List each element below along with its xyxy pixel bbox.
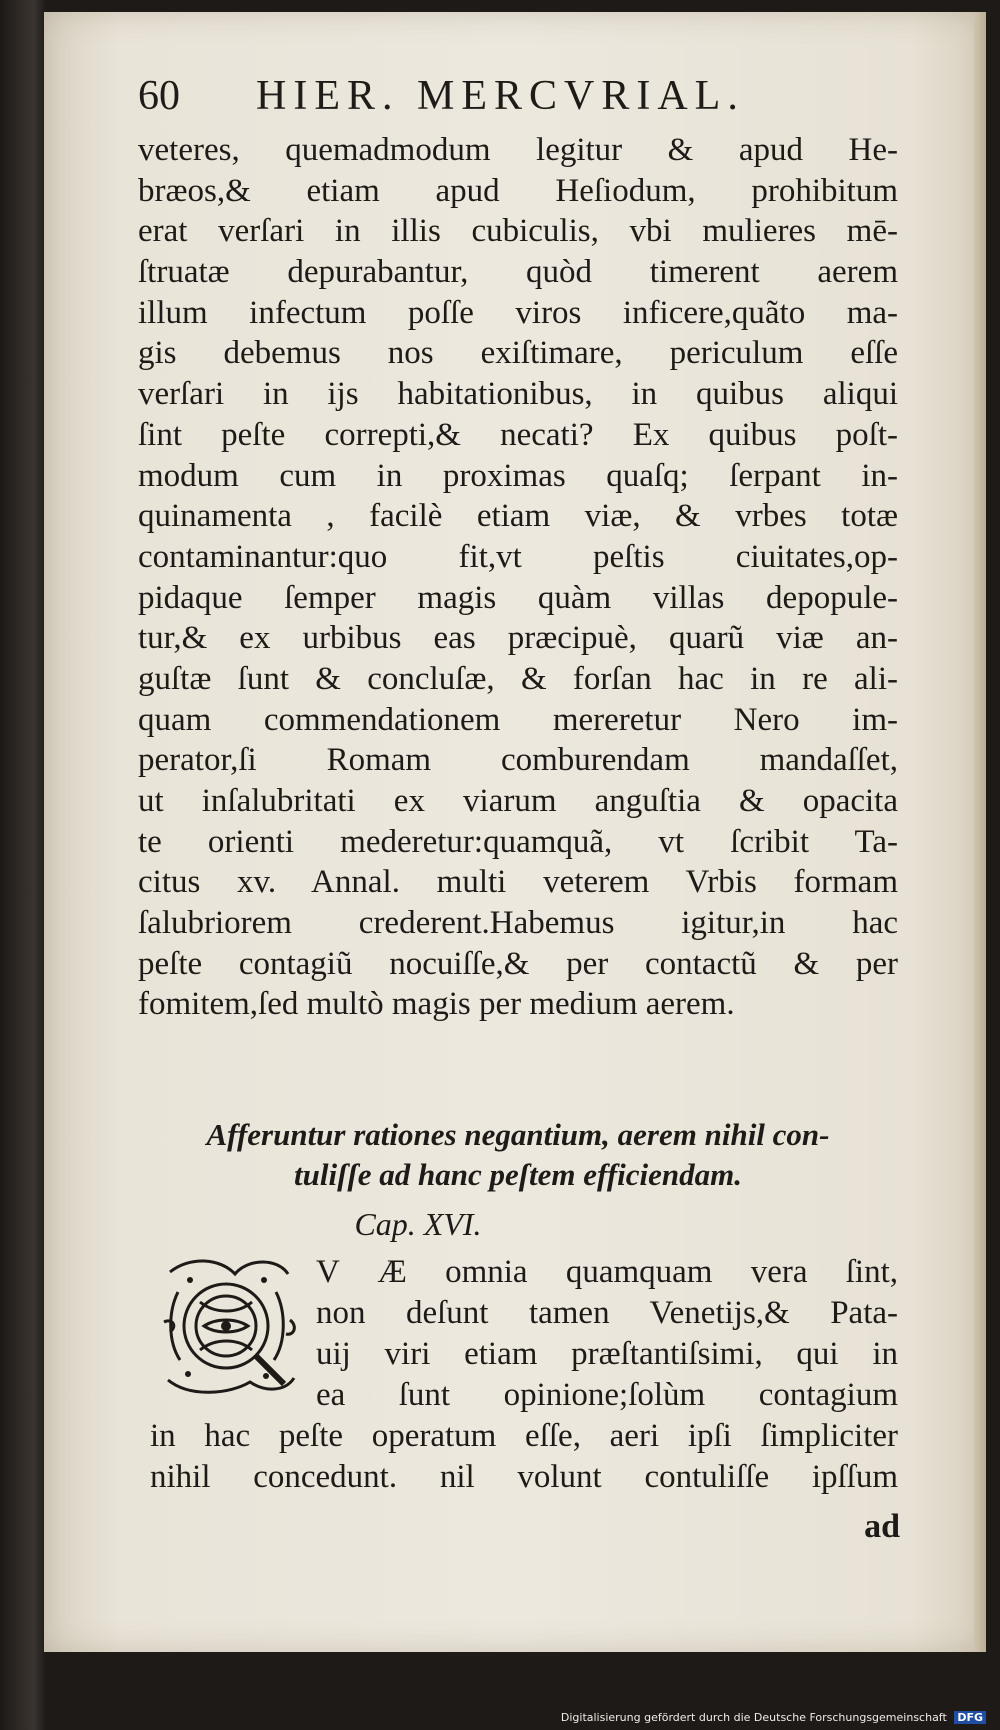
digitization-credit bbox=[561, 1711, 986, 1724]
credit-text: Digitalisierung gefördert durch die Deutsche Forschungsgemeinschaft bbox=[560, 1711, 947, 1724]
text-line: illum infectum poſſe viros inficere,quãto ma- bbox=[138, 294, 898, 331]
text-line: ſint peſte correpti,& necati? Ex quibus poſt- bbox=[138, 416, 898, 453]
text-line: te orienti mederetur:quamquã, vt ſcribit Ta- bbox=[138, 823, 898, 860]
chapter-paragraph bbox=[150, 1252, 898, 1498]
text-line: quinamenta , facilè etiam viæ, & vrbes totæ bbox=[138, 498, 898, 535]
text-line: non deſunt tamen Venetijs,& Pata- bbox=[316, 1295, 898, 1331]
text-line: ſtruatæ depurabantur, quòd timerent aerem bbox=[138, 254, 898, 291]
page-edge bbox=[974, 12, 986, 1652]
text-line: verſari in ijs habitationibus, in quibus aliqui bbox=[138, 376, 898, 413]
page-header bbox=[138, 72, 868, 132]
text-line: guſtæ ſunt & concluſæ, & forſan hac in re ali- bbox=[138, 660, 898, 697]
text-line: bræos,& etiam apud Heſiodum, prohibitum bbox=[138, 172, 898, 209]
text-line: V Æ omnia quamquam vera ſint, bbox=[316, 1254, 898, 1290]
text-line: erat verſari in illis cubiculis, vbi mulieres mē- bbox=[138, 213, 898, 250]
text-line: ſalubriorem crederent.Habemus igitur,in hac bbox=[138, 905, 898, 942]
text-line: nihil concedunt. nil volunt contuliſſe ipſſum bbox=[150, 1459, 898, 1495]
text-line: pidaque ſemper magis quàm villas depopule- bbox=[138, 579, 898, 616]
text-line: contaminantur:quo fit,vt peſtis ciuitates,op- bbox=[138, 538, 898, 575]
text-line: tur,& ex urbibus eas præcipuè, quarũ viæ an- bbox=[138, 620, 898, 657]
text-line: peſte contagiũ nocuiſſe,& per contactũ & per bbox=[138, 945, 898, 982]
chapter-number: Cap. XVI. bbox=[354, 1206, 482, 1242]
catchword: ad bbox=[864, 1508, 900, 1545]
chapter-heading bbox=[138, 1115, 898, 1195]
dfg-logo: DFG bbox=[954, 1711, 986, 1724]
page-number: 60 bbox=[138, 73, 180, 119]
text-line: veteres, quemadmodum legitur & apud He- bbox=[138, 132, 898, 168]
text-line-last: fomitem,ſed multò magis per medium aerem. bbox=[138, 986, 735, 1023]
text-line: gis debemus nos exiſtimare, periculum eſſe bbox=[138, 335, 898, 372]
heading-line: tuliſſe ad hanc peſtem efficiendam. bbox=[294, 1157, 742, 1192]
text-line: quam commendationem mereretur Nero im- bbox=[138, 701, 898, 738]
text-line: in hac peſte operatum eſſe, aeri ipſi ſimpliciter bbox=[150, 1418, 898, 1454]
text-line: modum cum in proximas quaſq; ſerpant in- bbox=[138, 457, 898, 494]
text-line: citus xv. Annal. multi veterem Vrbis formam bbox=[138, 864, 898, 901]
text-line: perator,ſi Romam comburendam mandaſſet, bbox=[138, 742, 898, 779]
text-line: ea ſunt opinione;ſolùm contagium bbox=[316, 1377, 898, 1413]
body-paragraph bbox=[138, 130, 898, 1025]
text-line: uij viri etiam præſtantiſsimi, qui in bbox=[316, 1336, 898, 1372]
text-line: ut inſalubritati ex viarum anguſtia & opacita bbox=[138, 783, 898, 819]
running-head: HIER. MERCVRIAL. bbox=[256, 73, 745, 119]
heading-line: Afferuntur rationes negantium, aerem nihil con- bbox=[206, 1117, 830, 1152]
